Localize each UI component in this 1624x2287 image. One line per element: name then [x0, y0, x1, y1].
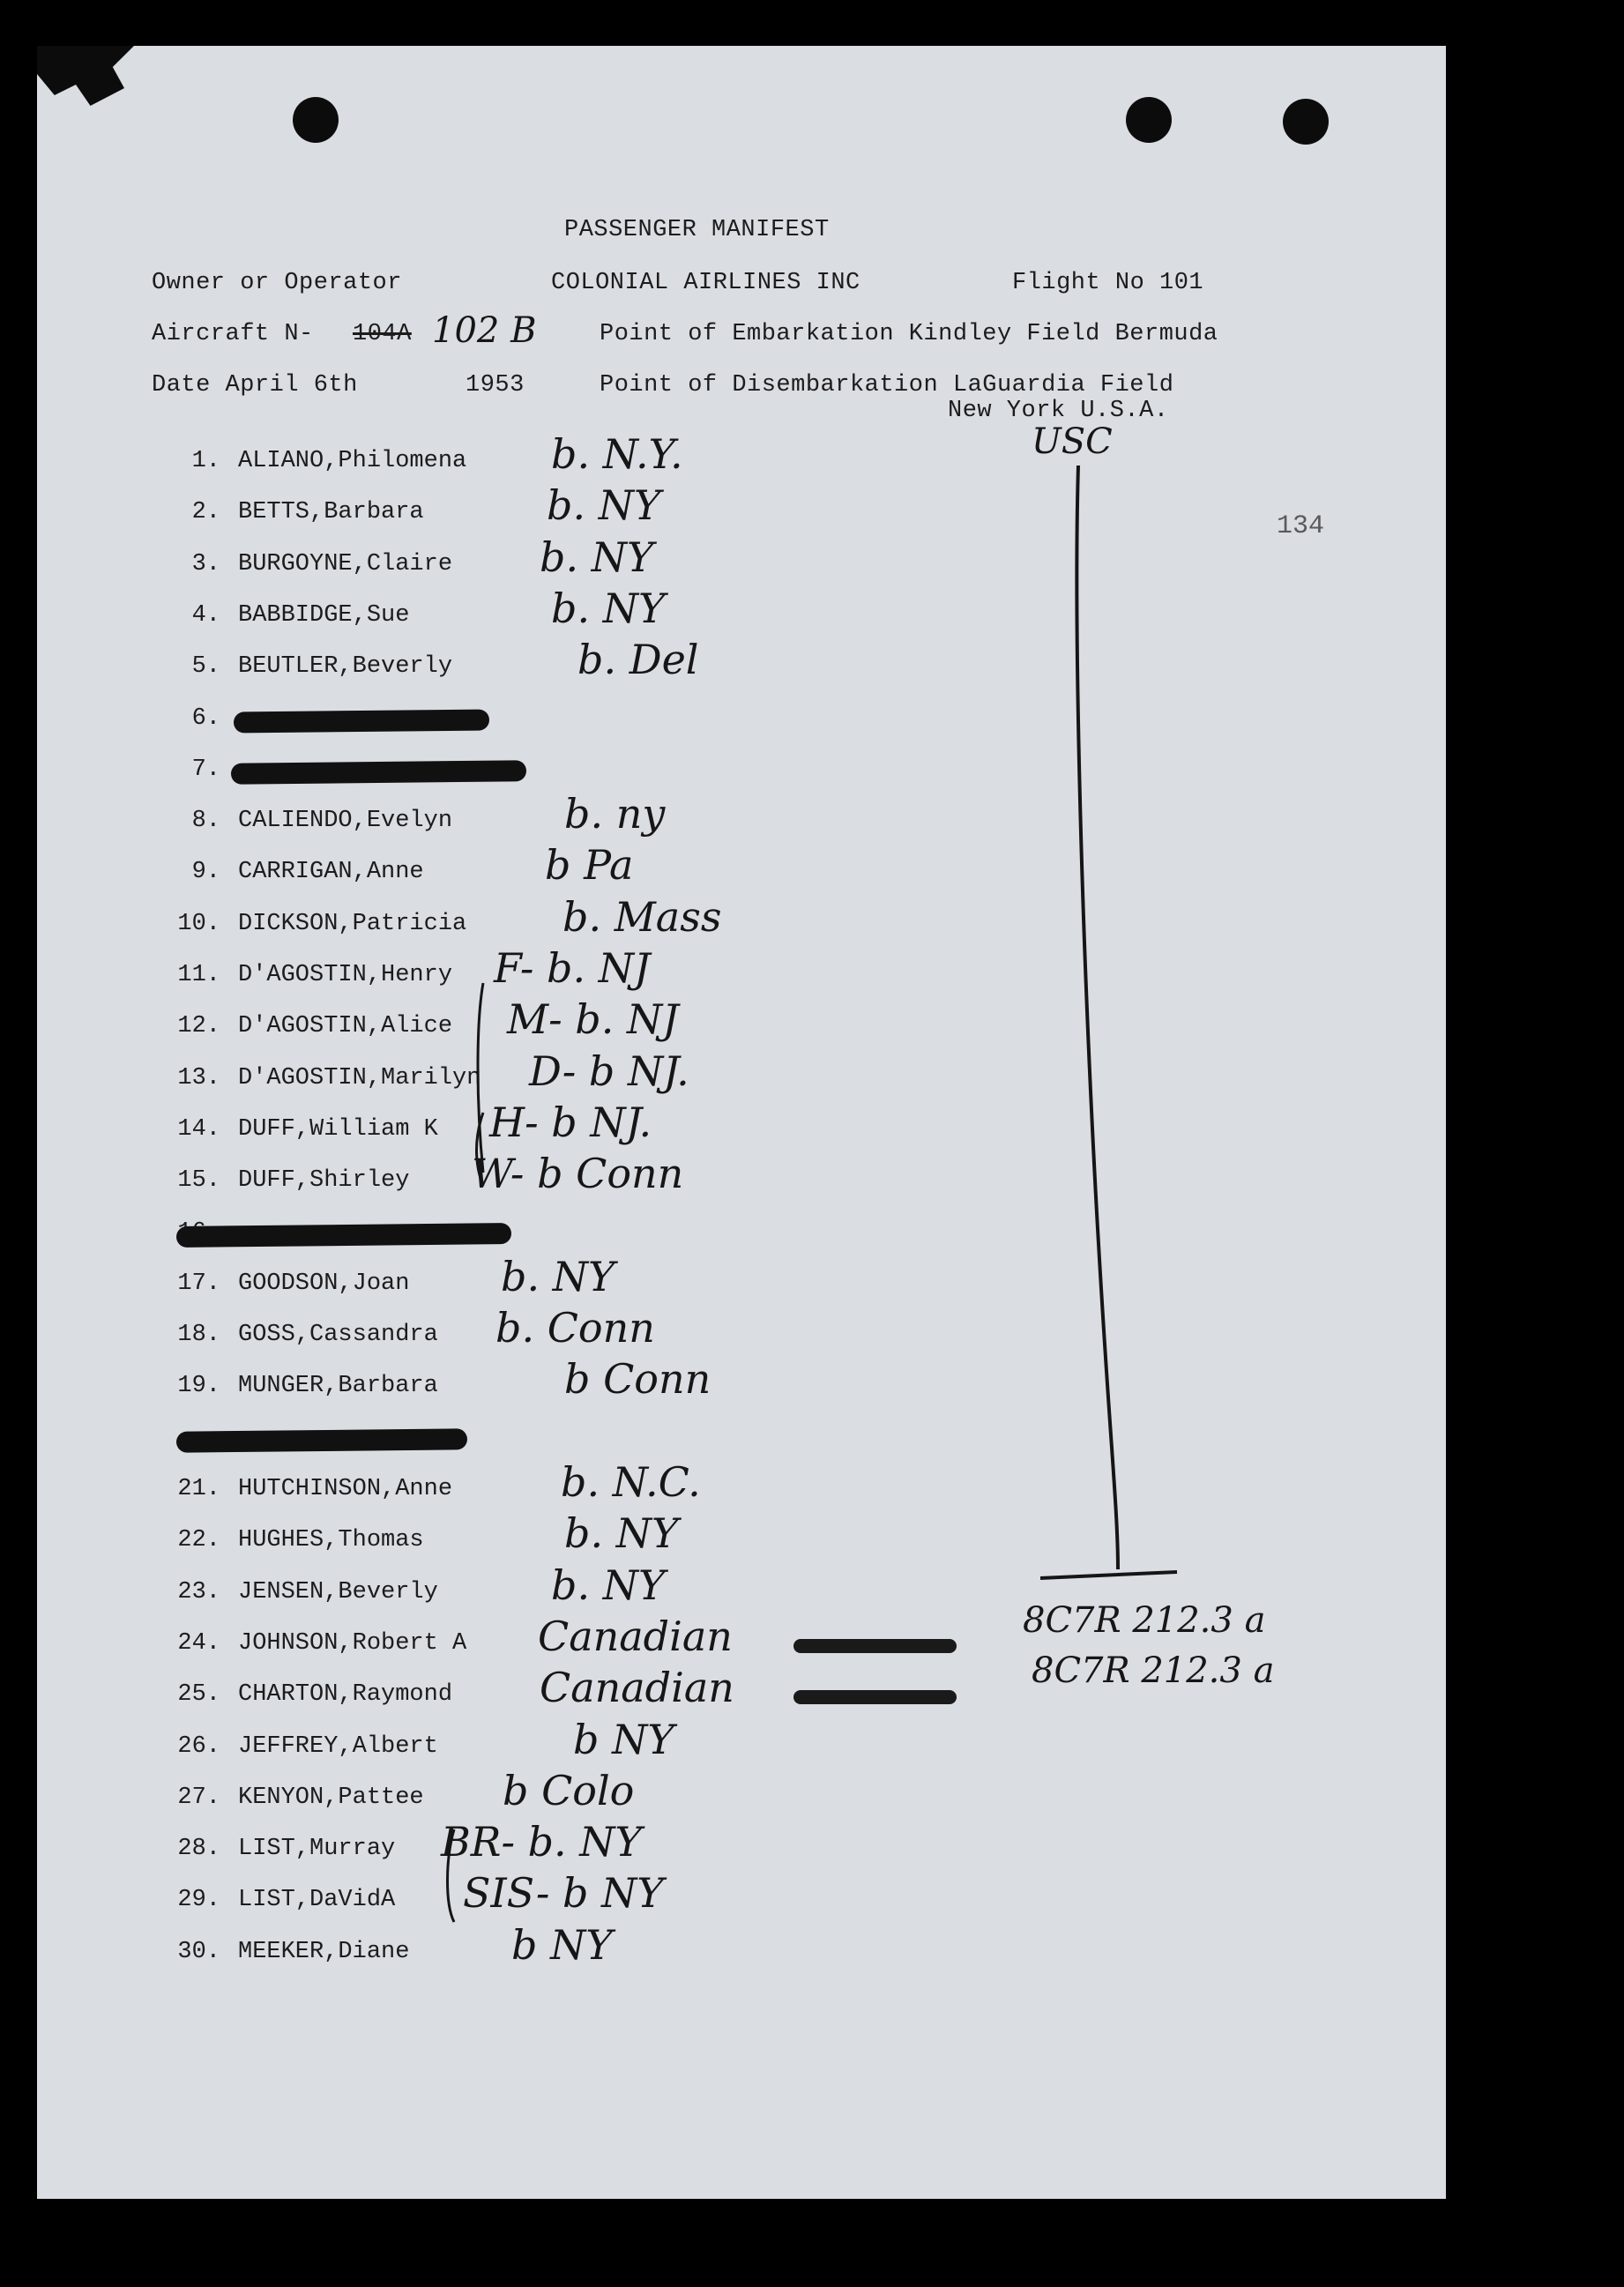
row-number: 30.: [177, 1938, 220, 1965]
row-number: 15.: [177, 1167, 220, 1195]
row-number: 4.: [191, 601, 220, 629]
passenger-name: JENSEN,Beverly: [238, 1578, 438, 1605]
owner-label: Owner or Operator: [152, 270, 402, 296]
row-number: 11.: [177, 962, 220, 988]
passenger-name: CARRIGAN,Anne: [238, 859, 424, 886]
passenger-name: KENYON,Pattee: [238, 1784, 424, 1811]
row-number: 10.: [177, 910, 220, 937]
passenger-name: BEUTLER,Beverly: [238, 653, 453, 681]
row-number: 27.: [177, 1784, 220, 1811]
passenger-name: D'AGOSTIN,Marilyn: [238, 1064, 481, 1091]
row-number: 13.: [177, 1064, 220, 1091]
handwritten-note: SIS- b NY: [463, 1869, 664, 1918]
passenger-name: BETTS,Barbara: [238, 499, 424, 526]
handwritten-note: D- b NJ.: [529, 1047, 689, 1095]
row-number: 9.: [191, 859, 220, 886]
handwritten-note: F- b. NJ: [494, 944, 651, 992]
passenger-name: HUGHES,Thomas: [238, 1527, 424, 1554]
passenger-name: CHARTON,Raymond: [238, 1681, 453, 1709]
row-number: 2.: [191, 499, 220, 526]
passenger-name: D'AGOSTIN,Alice: [238, 1013, 453, 1040]
row-number: 1.: [191, 448, 220, 474]
handwritten-note: b. NY: [564, 1509, 679, 1558]
date: Date April 6th: [152, 372, 358, 399]
passenger-name: BABBIDGE,Sue: [238, 601, 410, 629]
handwritten-note: b NY: [511, 1920, 613, 1969]
row-number: 26.: [177, 1732, 220, 1760]
usc-note: USC: [1032, 421, 1113, 462]
row-number: 24.: [177, 1629, 220, 1657]
flight-number: Flight No 101: [1012, 270, 1204, 296]
row-number: 12.: [177, 1013, 220, 1040]
passenger-name: JOHNSON,Robert A: [238, 1629, 467, 1657]
handwritten-note: b NY: [573, 1715, 674, 1763]
row-number: 23.: [177, 1578, 220, 1605]
code-row-25: 8C7R 212.3 a: [1032, 1650, 1275, 1691]
disembarkation: Point of Disembarkation LaGuardia Field: [600, 372, 1174, 399]
passenger-name: DUFF,Shirley: [238, 1167, 410, 1195]
row-number: 18.: [177, 1322, 220, 1349]
passenger-name: CALIENDO,Evelyn: [238, 808, 453, 835]
row-number: 28.: [177, 1836, 220, 1863]
row-number: 5.: [191, 653, 220, 681]
handwritten-note: Canadian: [540, 1664, 734, 1712]
row-number: 29.: [177, 1887, 220, 1914]
row-number: 21.: [177, 1476, 220, 1502]
passenger-name: MUNGER,Barbara: [238, 1373, 438, 1400]
handwritten-note: b Conn: [564, 1355, 711, 1404]
row-number: 7.: [191, 756, 220, 783]
handwritten-note: W- b Conn: [472, 1150, 684, 1198]
passenger-name: BURGOYNE,Claire: [238, 550, 453, 577]
page-title: PASSENGER MANIFEST: [564, 217, 830, 243]
row-number: 14.: [177, 1115, 220, 1143]
aircraft-label: Aircraft N-: [152, 321, 314, 347]
handwritten-note: H- b NJ.: [489, 1098, 652, 1146]
handwritten-note: b. NY: [501, 1252, 615, 1300]
row-number: 17.: [177, 1270, 220, 1297]
handwritten-note: b. NY: [551, 584, 666, 632]
row-number: 6.: [191, 704, 220, 732]
passenger-name: LIST,DaVidA: [238, 1887, 396, 1914]
handwritten-note: b. NY: [551, 1561, 666, 1609]
handwritten-note: b. NY: [540, 533, 654, 581]
handwritten-note: b. N.C.: [561, 1458, 701, 1506]
aircraft-handwritten: 102 B: [432, 310, 537, 351]
handwritten-note: BR- b. NY: [441, 1818, 642, 1866]
passenger-name: D'AGOSTIN,Henry: [238, 962, 453, 988]
passenger-name: JEFFREY,Albert: [238, 1732, 438, 1760]
handwritten-note: M- b. NJ: [507, 995, 679, 1044]
handwritten-note: b. NY: [547, 481, 661, 530]
passenger-name: MEEKER,Diane: [238, 1938, 410, 1965]
handwritten-note: Canadian: [538, 1612, 733, 1660]
handwritten-note: b. Mass: [562, 892, 722, 941]
passenger-name: DICKSON,Patricia: [238, 910, 467, 937]
passenger-name: DUFF,William K: [238, 1115, 438, 1143]
code-row-24: 8C7R 212.3 a: [1023, 1600, 1266, 1641]
owner-value: COLONIAL AIRLINES INC: [551, 270, 860, 296]
handwritten-note: b. Conn: [495, 1304, 655, 1352]
handwritten-note: b Colo: [503, 1766, 635, 1814]
row-number: 25.: [177, 1681, 220, 1709]
aircraft-struck: 104A: [353, 321, 412, 347]
passenger-name: LIST,Murray: [238, 1836, 396, 1863]
disembarkation-line-2: New York U.S.A.: [948, 398, 1169, 424]
passenger-name: GOSS,Cassandra: [238, 1322, 438, 1349]
handwritten-note: b. N.Y.: [551, 430, 683, 478]
row-number: 8.: [191, 808, 220, 835]
passenger-name: ALIANO,Philomena: [238, 448, 467, 474]
handwritten-note: b. Del: [577, 636, 699, 684]
embarkation: Point of Embarkation Kindley Field Bermuda: [600, 321, 1218, 347]
handwritten-note: b Pa: [545, 841, 634, 890]
passenger-name: GOODSON,Joan: [238, 1270, 410, 1297]
page-number: 134: [1277, 511, 1325, 541]
row-number: 22.: [177, 1527, 220, 1554]
passenger-name: HUTCHINSON,Anne: [238, 1476, 453, 1502]
row-number: 3.: [191, 550, 220, 577]
year: 1953: [466, 372, 525, 399]
row-number: 19.: [177, 1373, 220, 1400]
handwritten-note: b. ny: [564, 790, 666, 838]
